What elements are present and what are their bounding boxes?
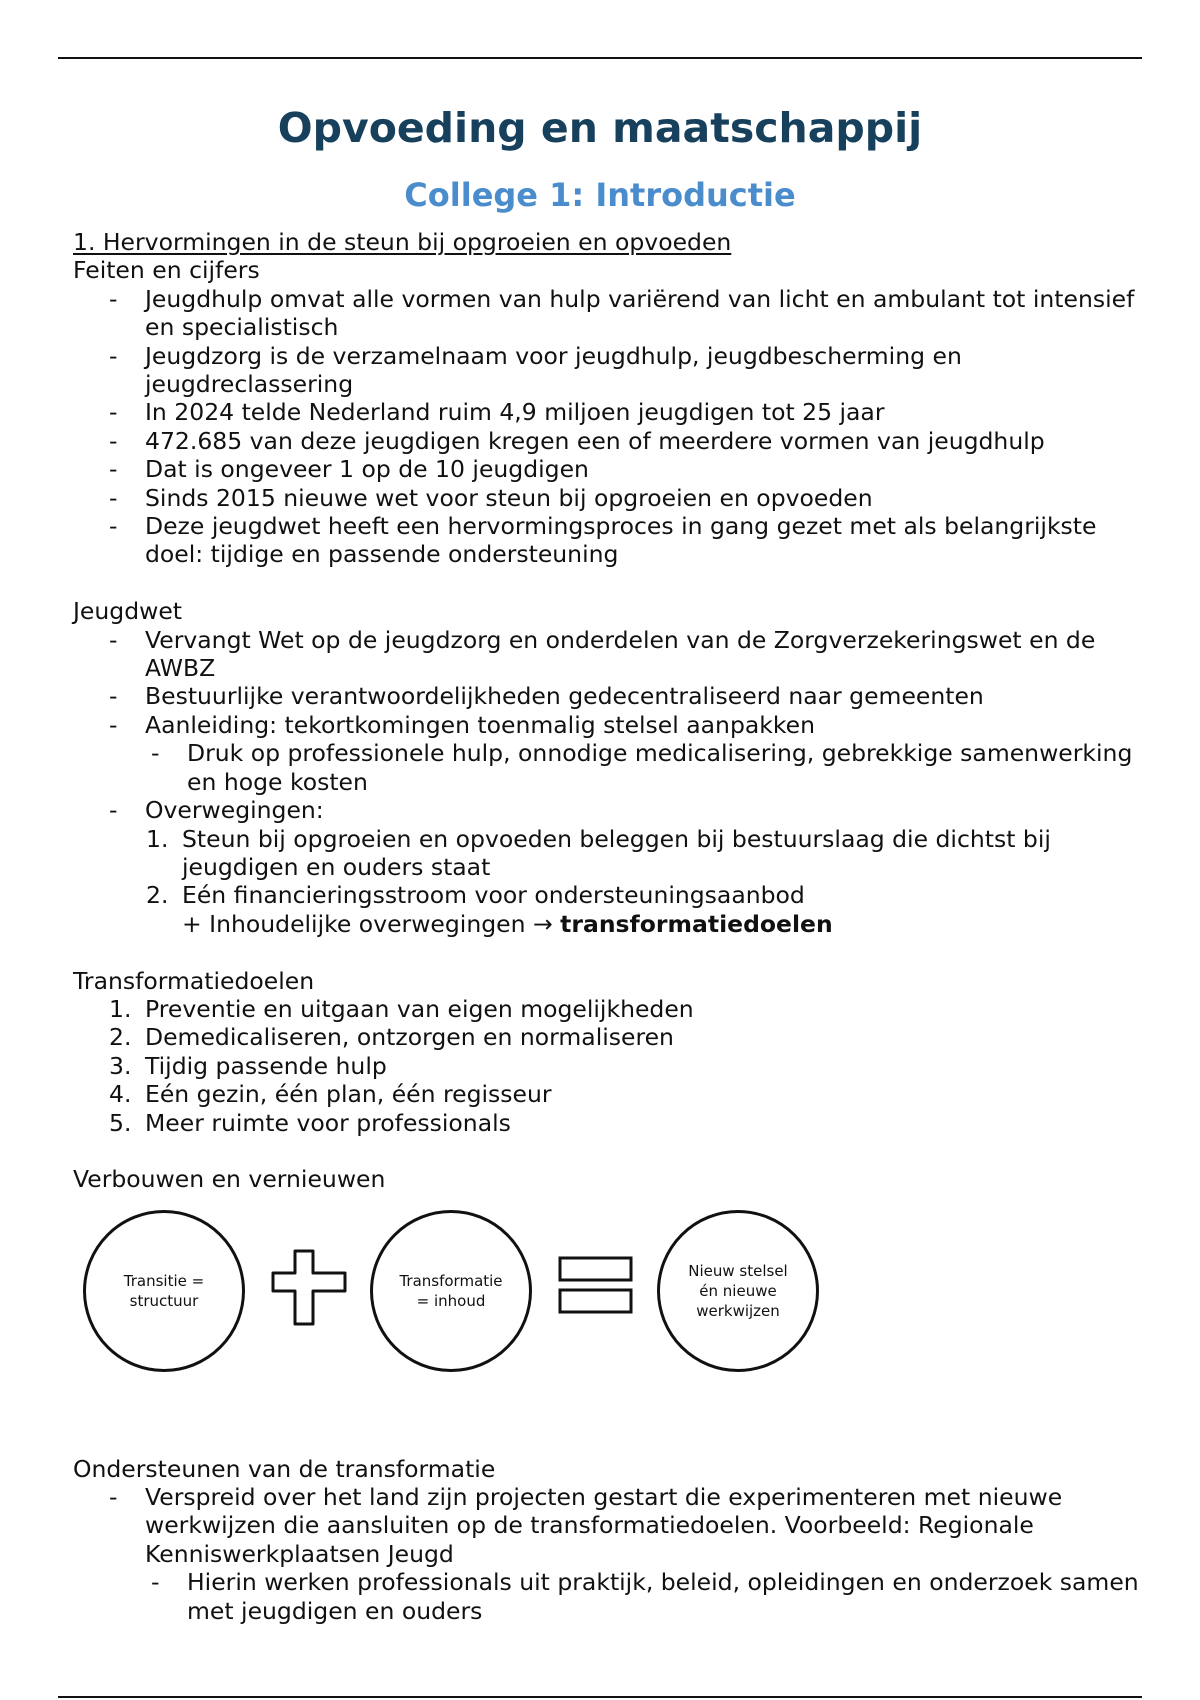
feiten-heading: Feiten en cijfers <box>73 256 260 285</box>
list-item: - Overwegingen: <box>73 796 1148 824</box>
list-item: 2. Eén financieringsstroom voor ondersteuningsaanbod <box>146 881 805 910</box>
list-item: 2. Demedicaliseren, ontzorgen en normaliseren <box>109 1023 674 1052</box>
list-item: - Dat is ongeveer 1 op de 10 jeugdigen <box>73 455 1148 483</box>
list-item: 1. Preventie en uitgaan van eigen mogelijkheden <box>109 994 694 1023</box>
list-item: - Hierin werken professionals uit praktijk, beleid, opleidingen en onderzoek samen met jeugdigen en ouders <box>73 1568 1148 1625</box>
list-item: - Jeugdzorg is de verzamelnaam voor jeugdhulp, jeugdbescherming en jeugdreclassering <box>73 342 1148 399</box>
list-item: - Sinds 2015 nieuwe wet voor steun bij opgroeien en opvoeden <box>73 484 1148 512</box>
list-item: 5. Meer ruimte voor professionals <box>109 1108 511 1137</box>
list-item: 3. Tijdig passende hulp <box>109 1051 387 1080</box>
list-item: - Druk op professionele hulp, onnodige medicalisering, gebrekkige samenwerking en hoge kosten <box>73 739 1148 796</box>
equals-icon <box>560 1258 631 1312</box>
transformatiedoelen-list <box>73 995 1148 1137</box>
ondersteunen-heading: Ondersteunen van de transformatie <box>73 1454 496 1483</box>
page-subtitle: College 1: Introductie <box>404 176 796 214</box>
feiten-list <box>73 285 1148 569</box>
transformatiedoelen-heading: Transformatiedoelen <box>73 966 315 995</box>
list-item: - Verspreid over het land zijn projecten gestart die experimenteren met nieuwe werkwijzen die aansluiten op de transformatiedoelen. Voorbeeld: Regionale Kenniswerkplaatsen Jeugd <box>73 1483 1148 1568</box>
page-title: Opvoeding en maatschappij <box>277 104 923 152</box>
bottom-rule <box>58 1696 1142 1698</box>
list-item: - Jeugdhulp omvat alle vormen van hulp variërend van licht en ambulant tot intensief en specialistisch <box>73 285 1148 342</box>
document-body <box>73 228 1148 1625</box>
list-item: - Bestuurlijke verantwoordelijkheden gedecentraliseerd naar gemeenten <box>73 682 1148 710</box>
inhoudelijke-overwegingen: + Inhoudelijke overwegingen → transformatiedoelen <box>182 909 833 938</box>
nieuw-stelsel-circle: Nieuw stelsel én nieuwe werkwijzen <box>657 1210 819 1372</box>
aanleiding-sublist <box>73 739 1148 796</box>
list-item: - In 2024 telde Nederland ruim 4,9 miljoen jeugdigen tot 25 jaar <box>73 398 1148 426</box>
jeugdwet-heading: Jeugdwet <box>73 597 183 626</box>
plus-icon <box>273 1251 345 1324</box>
ondersteunen-list <box>73 1483 1148 1568</box>
list-item: - Deze jeugdwet heeft een hervormingsproces in gang gezet met als belangrijkste doel: tijdige en passende ondersteuning <box>73 512 1148 569</box>
jeugdwet-list <box>73 626 1148 740</box>
list-item: 1. Steun bij opgroeien en opvoeden beleggen bij bestuurslaag die dichtst bij jeugdigen en ouders staat <box>146 824 1051 881</box>
transitie-circle: Transitie = structuur <box>83 1210 245 1372</box>
top-rule <box>58 57 1142 59</box>
ondersteunen-sublist <box>73 1568 1148 1625</box>
list-item: - 472.685 van deze jeugdigen kregen een of meerdere vormen van jeugdhulp <box>73 427 1148 455</box>
list-item: - Aanleiding: tekortkomingen toenmalig stelsel aanpakken <box>73 711 1148 739</box>
verbouwen-heading: Verbouwen en vernieuwen <box>73 1165 386 1194</box>
transformatie-circle: Transformatie = inhoud <box>370 1210 532 1372</box>
list-item: 4. Eén gezin, één plan, één regisseur <box>109 1080 552 1109</box>
section-heading: 1. Hervormingen in de steun bij opgroeien en opvoeden <box>73 228 732 256</box>
overwegingen-list <box>73 796 1148 824</box>
overwegingen-numbered <box>73 825 1148 910</box>
list-item: - Vervangt Wet op de jeugdzorg en onderdelen van de Zorgverzekeringswet en de AWBZ <box>73 626 1148 683</box>
transitie-diagram <box>73 1198 853 1398</box>
